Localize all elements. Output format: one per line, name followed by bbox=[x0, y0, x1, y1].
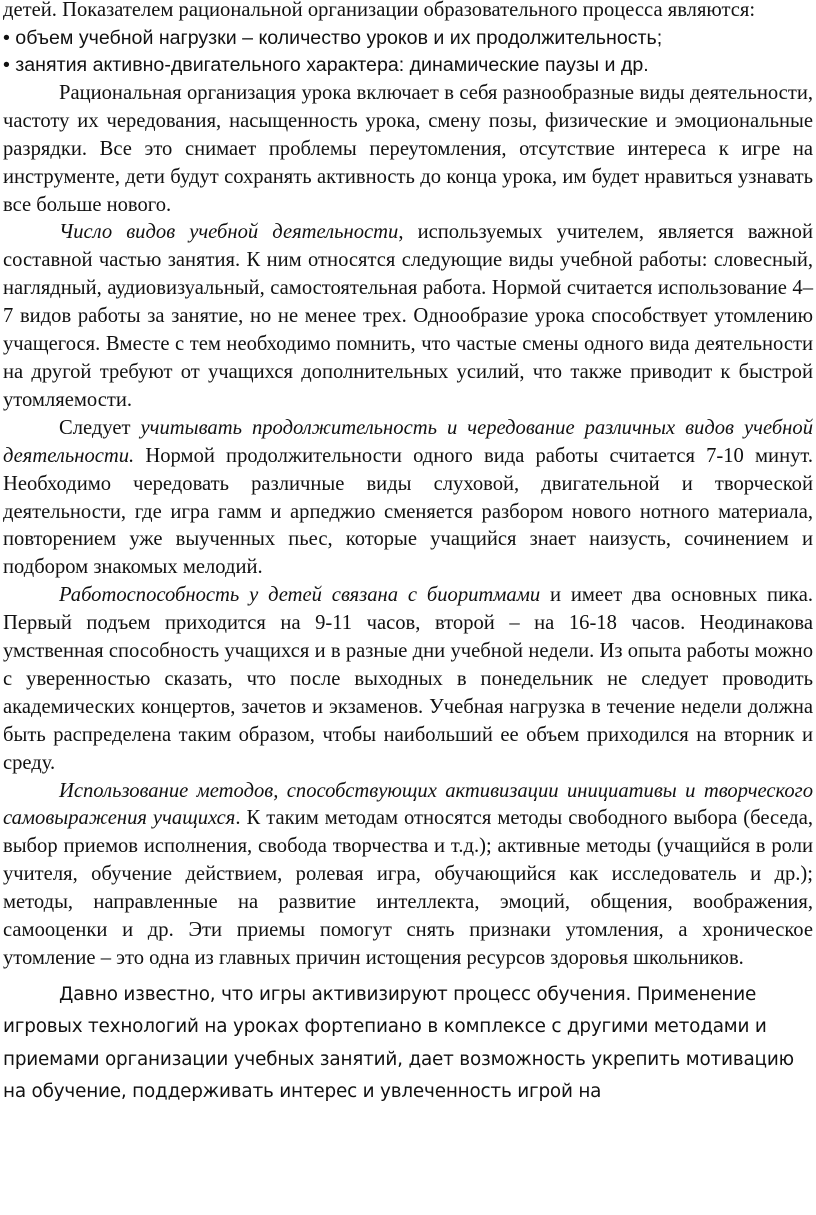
paragraph-text: Нормой продолжительности одного вида работы считается 7-10 минут. Необходимо чередовать различные виды слуховой, двигательной и творческой деятельности, где игра гамм и арпеджио сменяется разбором нового нотного материала, повторением уже выученных пьес, которые учащийся знает наизусть, сочинением и подбором знакомых мелодий. bbox=[3, 444, 813, 579]
paragraph-intro: детей. Показателем рациональной организации образовательного процесса являются: bbox=[3, 0, 756, 21]
paragraph-activity-types bbox=[3, 219, 813, 414]
paragraph-lesson-organization: Рациональная организация урока включает в себя разнообразные виды деятельности, частоту их чередования, насыщенность урока, смену позы, физические и эмоциональные разрядки. Все это снимает проблемы переутомления, отсутствие интереса к игре на инструменте, дети будут сохранять активность до конца урока, им будет нравиться узнавать все больше нового. bbox=[3, 81, 813, 216]
paragraph-text: . К таким методам относятся методы свободного выбора (беседа, выбор приемов исполнения, свобода творчества и т.д.); активные методы (учащийся в роли учителя, обучение действием, ролевая игра, обучающийся как исследователь и др.); методы, направленные на развитие интеллекта, эмоций, общения, воображения, самооценки и др. Эти приемы помогут снять признаки утомления, а хроническое утомление – это одна из главных причин истощения ресурсов здоровья школьников. bbox=[3, 807, 813, 969]
paragraph-lead: Следует bbox=[59, 416, 141, 439]
paragraph-text: и имеет два основных пика. Первый подъем приходится на 9-11 часов, второй – на 16-18 часов. Неодинакова умственная способность учащихся и в разные дни учебной недели. Из опыта работы можно с уверенностью сказать, что после выходных в понедельник не следует проводить академических концертов, зачетов и экзаменов. Учебная нагрузка в течение недели должна быть распределена таким образом, чтобы наибольший ее объем приходился на вторник и среду. bbox=[3, 584, 813, 774]
bullet-item-activity: • занятия активно-двигательного характера: динамические паузы и др. bbox=[3, 54, 649, 77]
paragraph-games: Давно известно, что игры активизируют процесс обучения. Применение игровых технологий на уроках фортепиано в комплексе с другими методами и приемами организации учебных занятий, дает возможность укрепить мотивацию на обучение, поддерживать интерес и увлеченность игрой на bbox=[3, 983, 794, 1103]
paragraph-duration bbox=[3, 415, 813, 582]
paragraph-biorhythms bbox=[3, 582, 813, 777]
emphasis-methods: Использование методов, способствующих активизации инициативы и творческого самовыражения учащихся bbox=[3, 779, 813, 830]
emphasis-activity-types: Число видов учебной деятельности bbox=[59, 221, 399, 244]
paragraph-text: , используемых учителем, является важной составной частью занятия. К ним относятся следующие виды учебной работы: словесный, наглядный, аудиовизуальный, самостоятельная работа. Нормой считается использование 4–7 видов работы за занятие, но не менее трех. Однообразие урока способствует утомлению учащегося. Вместе с тем необходимо помнить, что частые смены одного вида деятельности на другой требуют от учащихся дополнительных усилий, что также приводит к быстрой утомляемости. bbox=[3, 221, 814, 411]
emphasis-duration: учитывать продолжительность и чередование различных видов учебной деятельности. bbox=[3, 416, 813, 467]
bullet-item-load: • объем учебной нагрузки – количество уроков и их продолжительность; bbox=[3, 26, 663, 49]
emphasis-biorhythms: Работоспособность у детей связана с биоритмами bbox=[59, 584, 541, 607]
paragraph-methods bbox=[3, 778, 813, 973]
